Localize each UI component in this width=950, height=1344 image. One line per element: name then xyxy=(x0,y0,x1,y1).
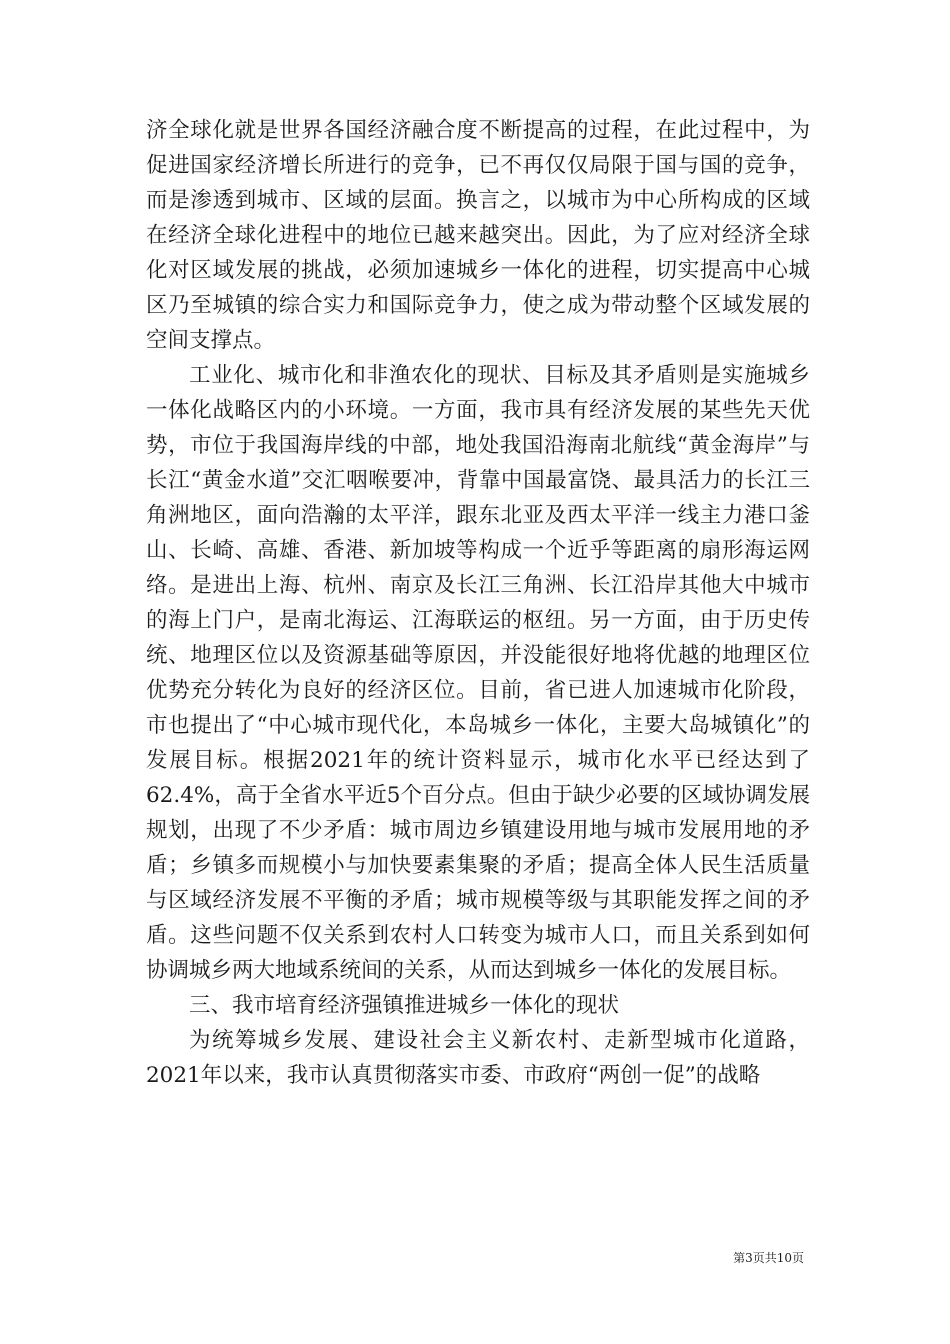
paragraph-environment: 工业化、城市化和非渔农化的现状、目标及其矛盾则是实施城乡一体化战略区内的小环境。一方面，我市具有经济发展的某些先天优势，市位于我国海岸线的中部，地处我国沿海南北航线“黄金海岸”与长江“黄金水道”交汇咽喉要冲，背靠中国最富饶、最具活力的长江三角洲地区，面向浩瀚的太平洋，跟东北亚及西太平洋一线主力港口釜山、长崎、高雄、香港、新加坡等构成一个近乎等距离的扇形海运网络。是进出上海、杭州、南京及长江三角洲、长江沿岸其他大中城市的海上门户，是南北海运、江海联运的枢纽。另一方面，由于历史传统、地理区位以及资源基础等原因，并没能很好地将优越的地理区位优势充分转化为良好的经济区位。目前，省已进人加速城市化阶段，市也提出了“中心城市现代化，本岛城乡一体化，主要大岛城镇化”的发展目标。根据2021年的统计资料显示，城市化水平已经达到了62.4%，高于全省水平近5个百分点。但由于缺少必要的区域协调发展规划，出现了不少矛盾：城市周边乡镇建设用地与城市发展用地的矛盾；乡镇多而规模小与加快要素集聚的矛盾；提高全体人民生活质量与区域经济发展不平衡的矛盾；城市规模等级与其职能发挥之间的矛盾。这些问题不仅关系到农村人口转变为城市人口，而且关系到如何协调城乡两大地域系统间的关系，从而达到城乡一体化的发展目标。 xyxy=(146,363,810,983)
section-heading: 三、我市培育经济强镇推进城乡一体化的现状 xyxy=(189,993,620,1018)
page-number-footer: 第3页共10页 xyxy=(733,1251,804,1265)
body-text xyxy=(146,113,810,1093)
paragraph-continuation: 济全球化就是世界各国经济融合度不断提高的过程，在此过程中，为促进国家经济增长所进行的竞争，已不再仅仅局限于国与国的竞争，而是渗透到城市、区域的层面。换言之，以城市为中心所构成的区域在经济全球化进程中的地位已越来越突出。因此，为了应对经济全球化对区域发展的挑战，必须加速城乡一体化的进程，切实提高中心城区乃至城镇的综合实力和国际竞争力，使之成为带动整个区域发展的空间支撑点。 xyxy=(146,118,810,353)
paragraph-section-start: 为统筹城乡发展、建设社会主义新农村、走新型城市化道路，2021年以来，我市认真贯彻落实市委、市政府“两创一促”的战略 xyxy=(146,1028,810,1088)
